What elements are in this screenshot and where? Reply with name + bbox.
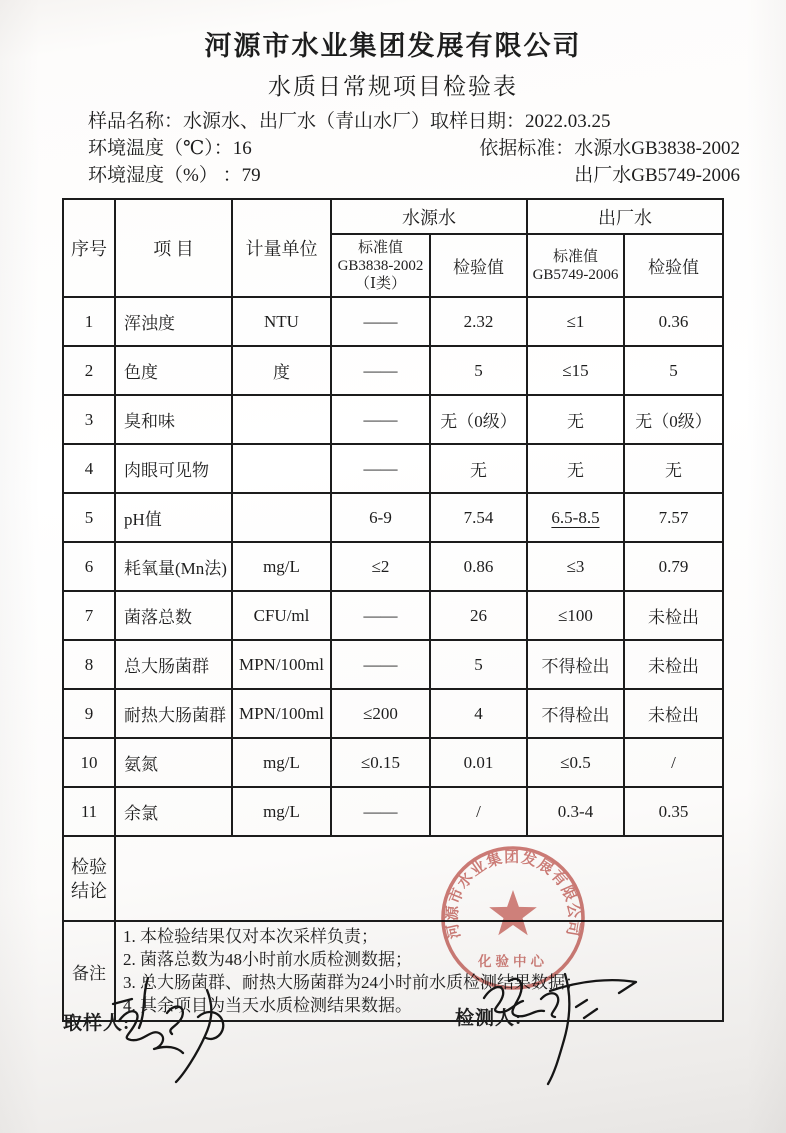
row-source-standard: ≤200 (331, 689, 430, 738)
row-seq: 10 (63, 738, 115, 787)
tester-label: 检测人: (455, 1008, 523, 1029)
row-source-standard: ≤0.15 (331, 738, 430, 787)
row-seq: 2 (63, 346, 115, 395)
notes-label: 备注 (63, 921, 115, 1021)
row-unit: MPN/100ml (232, 689, 331, 738)
row-product-standard: 不得检出 (527, 640, 624, 689)
row-product-standard: ≤3 (527, 542, 624, 591)
row-product-value: 未检出 (624, 640, 723, 689)
row-seq: 6 (63, 542, 115, 591)
row-product-standard: 无 (527, 395, 624, 444)
row-source-value: 26 (430, 591, 527, 640)
ambient-temperature: 环境温度（℃）：16 (88, 138, 252, 159)
humidity-line (88, 162, 740, 189)
sampling-date-label: 取样日期： (430, 111, 526, 132)
table-row (63, 297, 723, 346)
row-source-standard: ≤2 (331, 542, 430, 591)
row-seq: 8 (63, 640, 115, 689)
row-item: 耗氧量(Mn法) (115, 542, 232, 591)
seal-star (489, 890, 537, 935)
ambient-humidity: 环境湿度（%） ：79 (88, 165, 261, 186)
row-product-standard: 0.3-4 (527, 787, 624, 836)
row-unit: mg/L (232, 787, 331, 836)
seal-center-text: 化验中心 (478, 954, 548, 969)
row-source-standard: —— (331, 297, 430, 346)
table-row (63, 591, 723, 640)
row-product-standard: 不得检出 (527, 689, 624, 738)
row-source-standard: —— (331, 395, 430, 444)
row-unit: mg/L (232, 542, 331, 591)
row-item: 浑浊度 (115, 297, 232, 346)
table-row (63, 542, 723, 591)
header-source-standard: 标准值 GB3838-2002 （Ⅰ类） (331, 234, 430, 297)
row-product-value: 0.79 (624, 542, 723, 591)
row-source-standard: 6-9 (331, 493, 430, 542)
row-product-value: 未检出 (624, 591, 723, 640)
row-seq: 9 (63, 689, 115, 738)
row-seq: 7 (63, 591, 115, 640)
row-seq: 3 (63, 395, 115, 444)
table-row (63, 738, 723, 787)
temperature-line (88, 135, 740, 162)
table-row (63, 444, 723, 493)
note-line: 3. 总大肠菌群、耐热大肠菌群为24小时前水质检测结果数据； (123, 973, 582, 992)
row-source-standard: —— (331, 787, 430, 836)
header-product-water-group: 出厂水 (527, 199, 723, 234)
row-product-value: 未检出 (624, 689, 723, 738)
row-item: 氨氮 (115, 738, 232, 787)
row-item: 肉眼可见物 (115, 444, 232, 493)
row-unit: MPN/100ml (232, 640, 331, 689)
row-source-value: 0.86 (430, 542, 527, 591)
row-seq: 5 (63, 493, 115, 542)
row-product-value: 无 (624, 444, 723, 493)
row-product-value: 7.57 (624, 493, 723, 542)
info-block (88, 108, 740, 189)
table-row (63, 395, 723, 444)
table-row (63, 640, 723, 689)
row-item: 总大肠菌群 (115, 640, 232, 689)
row-item: 余氯 (115, 787, 232, 836)
row-source-value: 无（0级） (430, 395, 527, 444)
tester-signature (478, 968, 644, 1096)
header-unit: 计量单位 (232, 199, 331, 297)
row-source-standard: —— (331, 591, 430, 640)
row-unit: CFU/ml (232, 591, 331, 640)
row-seq: 1 (63, 297, 115, 346)
row-seq: 11 (63, 787, 115, 836)
table-group-header-row (63, 199, 723, 234)
row-source-value: 0.01 (430, 738, 527, 787)
row-product-value: 0.35 (624, 787, 723, 836)
row-product-value: 无（0级） (624, 395, 723, 444)
table-row (63, 689, 723, 738)
row-source-value: 2.32 (430, 297, 527, 346)
row-source-value: / (430, 787, 527, 836)
header-product-standard: 标准值 GB5749-2006 (527, 234, 624, 297)
row-source-value: 5 (430, 640, 527, 689)
row-source-standard: —— (331, 640, 430, 689)
row-unit (232, 493, 331, 542)
row-product-standard: ≤0.5 (527, 738, 624, 787)
sample-name-label: 样品名称： (88, 111, 184, 132)
row-product-standard: 6.5-8.5 (527, 493, 624, 542)
sampling-date-value: 2022.03.25 (525, 111, 611, 132)
note-line: 4. 其余项目为当天水质检测结果数据。 (123, 996, 412, 1015)
note-line: 1. 本检验结果仅对本次采样负责； (123, 927, 378, 946)
row-item: 耐热大肠菌群 (115, 689, 232, 738)
header-source-value: 检验值 (430, 234, 527, 297)
row-unit: 度 (232, 346, 331, 395)
row-source-value: 4 (430, 689, 527, 738)
row-product-value: 5 (624, 346, 723, 395)
row-source-value: 无 (430, 444, 527, 493)
sample-line (88, 108, 740, 135)
table-row (63, 787, 723, 836)
row-product-standard: 无 (527, 444, 624, 493)
sample-name-value: 水源水、出厂水（青山水厂） (183, 111, 431, 132)
row-unit: NTU (232, 297, 331, 346)
sampler-label: 取样人: (63, 1013, 131, 1034)
row-source-standard: —— (331, 444, 430, 493)
conclusion-row (63, 836, 723, 921)
row-item: 菌落总数 (115, 591, 232, 640)
header-source-water-group: 水源水 (331, 199, 527, 234)
conclusion-label: 检验 结论 (63, 836, 115, 921)
header-item: 项 目 (115, 199, 232, 297)
row-product-value: 0.36 (624, 297, 723, 346)
row-source-value: 7.54 (430, 493, 527, 542)
table-row (63, 346, 723, 395)
row-product-standard: ≤100 (527, 591, 624, 640)
row-unit (232, 395, 331, 444)
row-product-standard: ≤15 (527, 346, 624, 395)
row-unit: mg/L (232, 738, 331, 787)
row-product-standard: ≤1 (527, 297, 624, 346)
table-row (63, 493, 723, 542)
conclusion-value (115, 836, 723, 921)
row-item: 臭和味 (115, 395, 232, 444)
row-unit (232, 444, 331, 493)
row-source-standard: —— (331, 346, 430, 395)
company-name: 河源市水业集团发展有限公司 (204, 31, 582, 61)
inspection-table (62, 198, 724, 1022)
note-line: 2. 菌落总数为48小时前水质检测数据； (123, 950, 412, 969)
row-seq: 4 (63, 444, 115, 493)
row-item: pH值 (115, 493, 232, 542)
seal-company-text: 河源市水业集团发展有限公司 (444, 849, 582, 941)
reference-standard-1: 依据标准：水源水GB3838-2002 (479, 138, 740, 159)
row-source-value: 5 (430, 346, 527, 395)
sampler-signature (110, 974, 242, 1086)
row-product-value: / (624, 738, 723, 787)
reference-standard-2: 出厂水GB5749-2006 (574, 165, 740, 186)
header-seq: 序号 (63, 199, 115, 297)
header-product-value: 检验值 (624, 234, 723, 297)
row-item: 色度 (115, 346, 232, 395)
doc-title: 水质日常规项目检验表 (268, 74, 518, 99)
